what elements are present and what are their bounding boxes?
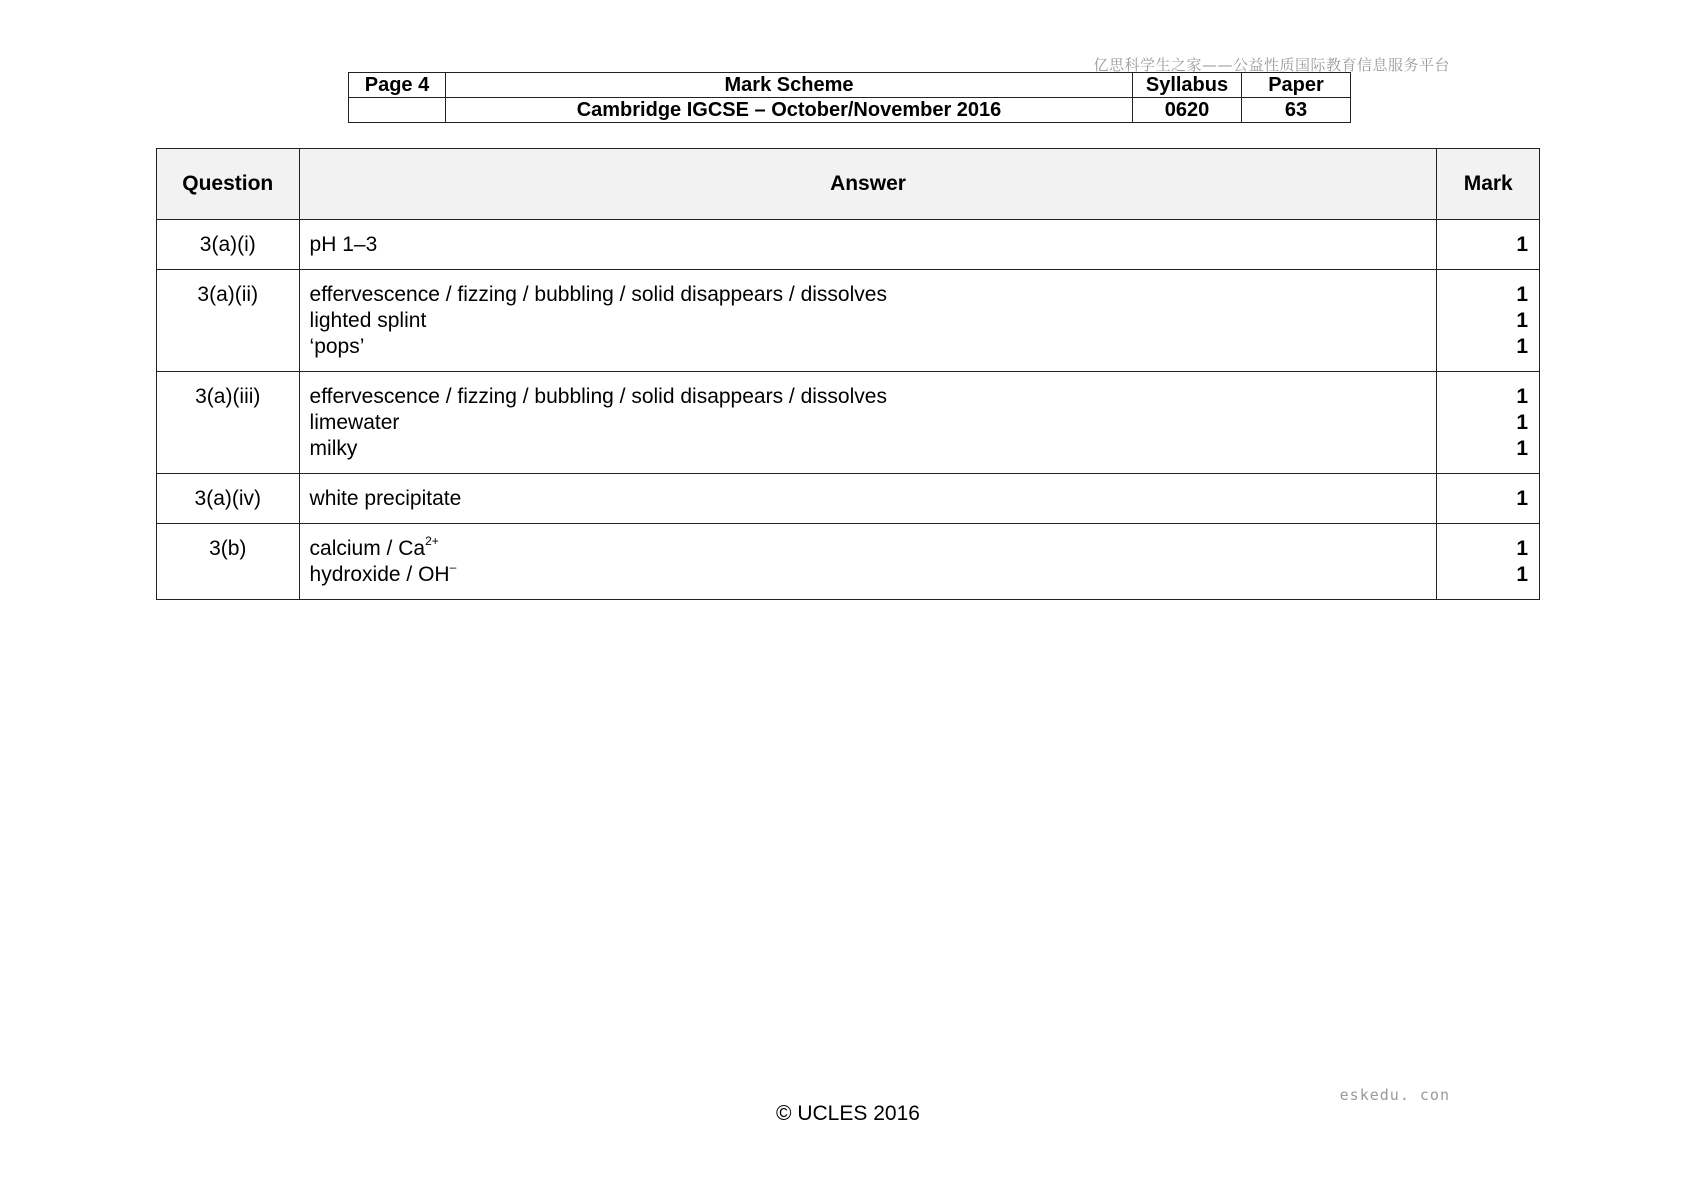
mark-value: 1 xyxy=(1516,537,1528,560)
answer-line: milky xyxy=(309,437,358,460)
paper-label: Paper xyxy=(1242,73,1351,98)
answer-cell xyxy=(299,220,1437,270)
mark-value: 1 xyxy=(1516,411,1528,434)
mark-value: 1 xyxy=(1516,309,1528,332)
answer-line: ‘pops’ xyxy=(309,335,365,358)
column-header-question: Question xyxy=(157,149,300,220)
mark-cell xyxy=(1437,474,1540,524)
question-cell: 3(a)(i) xyxy=(157,220,300,270)
answer-line xyxy=(310,536,1427,562)
mark-value: 1 xyxy=(1516,283,1528,306)
answer-cell xyxy=(299,372,1437,474)
mark-value: 1 xyxy=(1516,437,1528,460)
page-blank-cell xyxy=(349,98,446,123)
mark-scheme-table xyxy=(156,148,1540,600)
mark-cell xyxy=(1437,220,1540,270)
watermark-top: 亿思科学生之家——公益性质国际教育信息服务平台 xyxy=(1093,56,1450,74)
table-row xyxy=(157,220,1540,270)
answer-line: effervescence / fizzing / bubbling / solid disappears / dissolves xyxy=(309,385,887,408)
answer-line: pH 1–3 xyxy=(309,233,378,256)
mark-value: 1 xyxy=(1516,335,1528,358)
answer-text: calcium / Ca xyxy=(309,537,426,560)
mark-cell xyxy=(1437,270,1540,372)
question-cell: 3(a)(ii) xyxy=(157,270,300,372)
table-header-row xyxy=(157,149,1540,220)
mark-cell xyxy=(1437,524,1540,600)
question-cell: 3(a)(iii) xyxy=(157,372,300,474)
table-row xyxy=(157,372,1540,474)
column-header-mark: Mark xyxy=(1437,149,1540,220)
question-cell: 3(b) xyxy=(157,524,300,600)
answer-line: limewater xyxy=(309,411,400,434)
copyright-footer: © UCLES 2016 xyxy=(776,1102,920,1125)
syllabus-label: Syllabus xyxy=(1133,73,1242,98)
table-row xyxy=(157,270,1540,372)
answer-cell xyxy=(299,524,1437,600)
answer-line xyxy=(310,562,1427,588)
answer-cell xyxy=(299,474,1437,524)
answer-text: hydroxide / OH xyxy=(309,563,450,586)
table-row xyxy=(157,474,1540,524)
answer-line: effervescence / fizzing / bubbling / solid disappears / dissolves xyxy=(309,283,887,306)
watermark-bottom: eskedu. con xyxy=(1339,1086,1450,1104)
document-title: Mark Scheme xyxy=(446,73,1133,98)
mark-value: 1 xyxy=(1516,385,1528,408)
document-subtitle: Cambridge IGCSE – October/November 2016 xyxy=(446,98,1133,123)
mark-value: 1 xyxy=(1516,233,1528,256)
page-label: Page 4 xyxy=(349,73,446,98)
mark-value: 1 xyxy=(1516,487,1528,510)
syllabus-value: 0620 xyxy=(1133,98,1242,123)
answer-line: white precipitate xyxy=(309,487,462,510)
mark-value: 1 xyxy=(1516,563,1528,586)
table-row xyxy=(157,524,1540,600)
question-cell: 3(a)(iv) xyxy=(157,474,300,524)
column-header-answer: Answer xyxy=(299,149,1437,220)
answer-line: lighted splint xyxy=(309,309,427,332)
charge-superscript: – xyxy=(449,560,457,574)
paper-value: 63 xyxy=(1242,98,1351,123)
charge-superscript: 2+ xyxy=(425,534,439,548)
answer-cell xyxy=(299,270,1437,372)
header-table xyxy=(348,72,1351,123)
mark-cell xyxy=(1437,372,1540,474)
